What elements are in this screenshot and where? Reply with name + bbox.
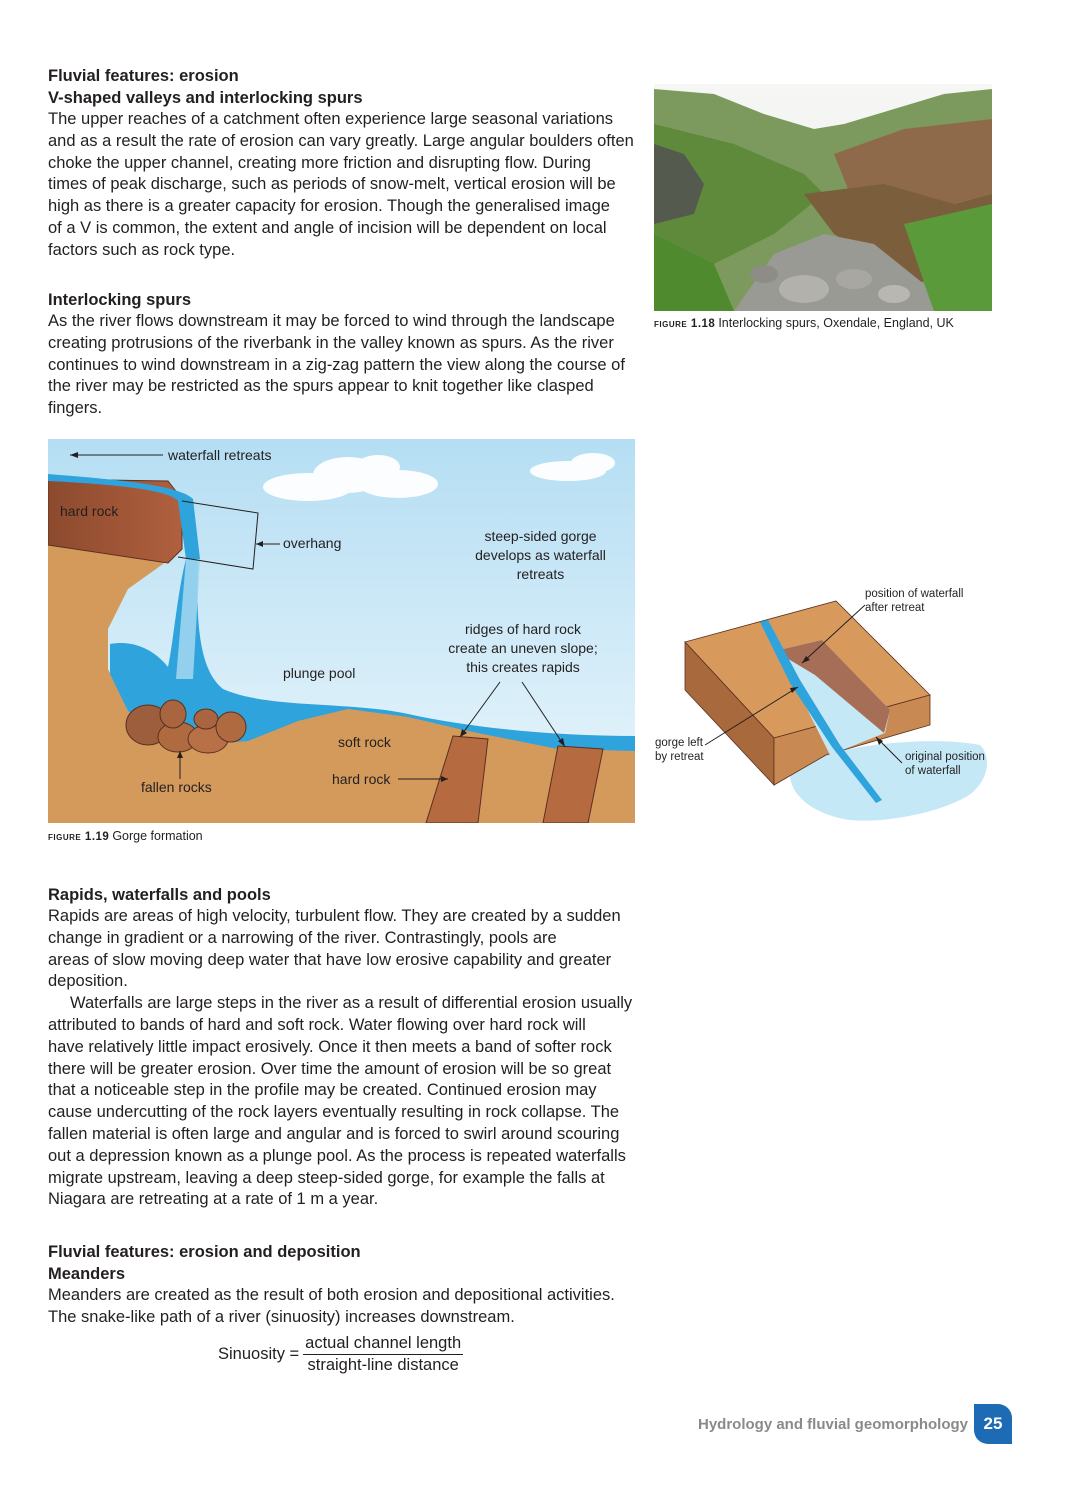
chapter-title: Hydrology and fluvial geomorphology (698, 1415, 969, 1433)
text-line: have relatively little impact erosively. Once it then meets a band of softer rock (48, 1037, 612, 1056)
text-line: change in gradient or a narrowing of the river. Contrastingly, pools are (48, 928, 557, 947)
text-line: that a noticeable step in the profile may be created. Continued erosion may (48, 1081, 597, 1100)
section-v-shaped-valleys (48, 65, 648, 262)
paragraph (48, 109, 648, 262)
section-interlocking-spurs (48, 289, 648, 420)
section-subheading: V-shaped valleys and interlocking spurs (48, 89, 363, 107)
section-rapids-waterfalls-pools (48, 884, 648, 1211)
figure-1-19-caption (48, 829, 203, 843)
paragraph-rapids (48, 906, 648, 993)
section-meanders (48, 1241, 648, 1329)
text-line: Waterfalls are large steps in the river as a result of differential erosion usually (70, 994, 633, 1013)
block-diagram-illustration (650, 585, 1000, 825)
text-line: creating protrusions of the riverbank in the valley known as spurs. As the river (48, 333, 614, 352)
label-fallen-rocks: fallen rocks (141, 779, 212, 795)
text-line: there will be greater erosion. Over time the amount of erosion will be so great (48, 1059, 612, 1078)
section-heading: Interlocking spurs (48, 291, 192, 309)
text-line: areas of slow moving deep water that have low erosive capability and greater (48, 950, 612, 969)
text-line: high as there is a greater capacity for erosion. Though the generalised image (48, 197, 610, 216)
text-line: fallen material is often large and angular and is forced to swirl around scouring (48, 1124, 620, 1143)
text-line: The snake-like path of a river (sinuosity) increases downstream. (48, 1307, 515, 1326)
sinuosity-formula (218, 1334, 463, 1375)
formula-lhs: Sinuosity = (218, 1345, 300, 1363)
text-line: continues to wind downstream in a zig-zag pattern the view along the course of (48, 355, 625, 374)
text-line: of a V is common, the extent and angle of incision will be dependent on local (48, 218, 607, 237)
text-line: As the river flows downstream it may be forced to wind through the landscape (48, 312, 615, 330)
figure-number: figure 1.19 (48, 831, 110, 843)
text-line: the river may be restricted as the spurs appear to knit together like clasped fingers. (48, 377, 594, 418)
label-steep-sided-gorge: steep-sided gorge develops as waterfall retreats (475, 528, 606, 582)
landscape-photo-image (654, 84, 992, 311)
formula-fraction (303, 1334, 463, 1375)
section-heading: Fluvial features: erosion and deposition (48, 1243, 361, 1261)
text-line: attributed to bands of hard and soft rock. Water flowing over hard rock will (48, 1015, 586, 1034)
text-line: Rapids are areas of high velocity, turbulent flow. They are created by a sudden (48, 907, 621, 925)
text-line: times of peak discharge, such as periods of snow-melt, vertical erosion will be (48, 175, 616, 194)
figure-caption-text: Gorge formation (112, 829, 203, 843)
label-hard-rock-top: hard rock (60, 503, 119, 519)
section-subheading: Meanders (48, 1265, 126, 1283)
section-heading: Fluvial features: erosion (48, 67, 239, 85)
text-line: Meanders are created as the result of both erosion and depositional activities. (48, 1286, 615, 1304)
paragraph (48, 311, 648, 420)
label-ridges-of-hard-rock: ridges of hard rock create an uneven slope; this creates rapids (448, 621, 598, 675)
gorge-formation-diagram (48, 439, 635, 823)
label-position-after-retreat: position of waterfall after retreat (865, 588, 964, 614)
figure-caption-text: Interlocking spurs, Oxendale, England, UK (718, 316, 954, 330)
valley-photo (654, 84, 992, 311)
text-line: migrate upstream, leaving a deep steep-sided gorge, for example the falls at (48, 1168, 605, 1187)
label-overhang: overhang (283, 535, 342, 551)
text-line: out a depression known as a plunge pool. As the process is repeated waterfalls (48, 1146, 626, 1165)
text-line: deposition. (48, 972, 128, 991)
label-gorge-left-by-retreat: gorge left by retreat (655, 737, 704, 763)
text-line: choke the upper channel, creating more friction and disrupting flow. During (48, 153, 591, 172)
formula-denominator: straight-line distance (307, 1356, 459, 1374)
waterfall-retreat-block-diagram (650, 585, 1000, 825)
label-soft-rock: soft rock (338, 734, 391, 750)
text-line: and as a result the rate of erosion can vary greatly. Large angular boulders often (48, 131, 634, 150)
label-original-position: original position of waterfall (905, 751, 985, 777)
formula-numerator: actual channel length (303, 1334, 463, 1355)
paragraph-waterfalls (48, 993, 648, 1211)
figure-1-18-caption (654, 316, 954, 330)
page-footer (698, 1404, 1012, 1444)
figure-number: figure 1.18 (654, 318, 716, 330)
label-waterfall-retreats: waterfall retreats (168, 447, 272, 463)
label-plunge-pool: plunge pool (283, 665, 356, 681)
paragraph (48, 1285, 648, 1329)
page-number-badge: 25 (974, 1404, 1012, 1444)
text-line: factors such as rock type. (48, 240, 236, 259)
section-heading: Rapids, waterfalls and pools (48, 886, 271, 904)
text-line: cause undercutting of the rock layers eventually resulting in rock collapse. The (48, 1103, 620, 1122)
text-line: Niagara are retreating at a rate of 1 m a year. (48, 1190, 379, 1209)
text-line: The upper reaches of a catchment often experience large seasonal variations (48, 110, 614, 128)
label-hard-rock-bottom: hard rock (332, 771, 391, 787)
